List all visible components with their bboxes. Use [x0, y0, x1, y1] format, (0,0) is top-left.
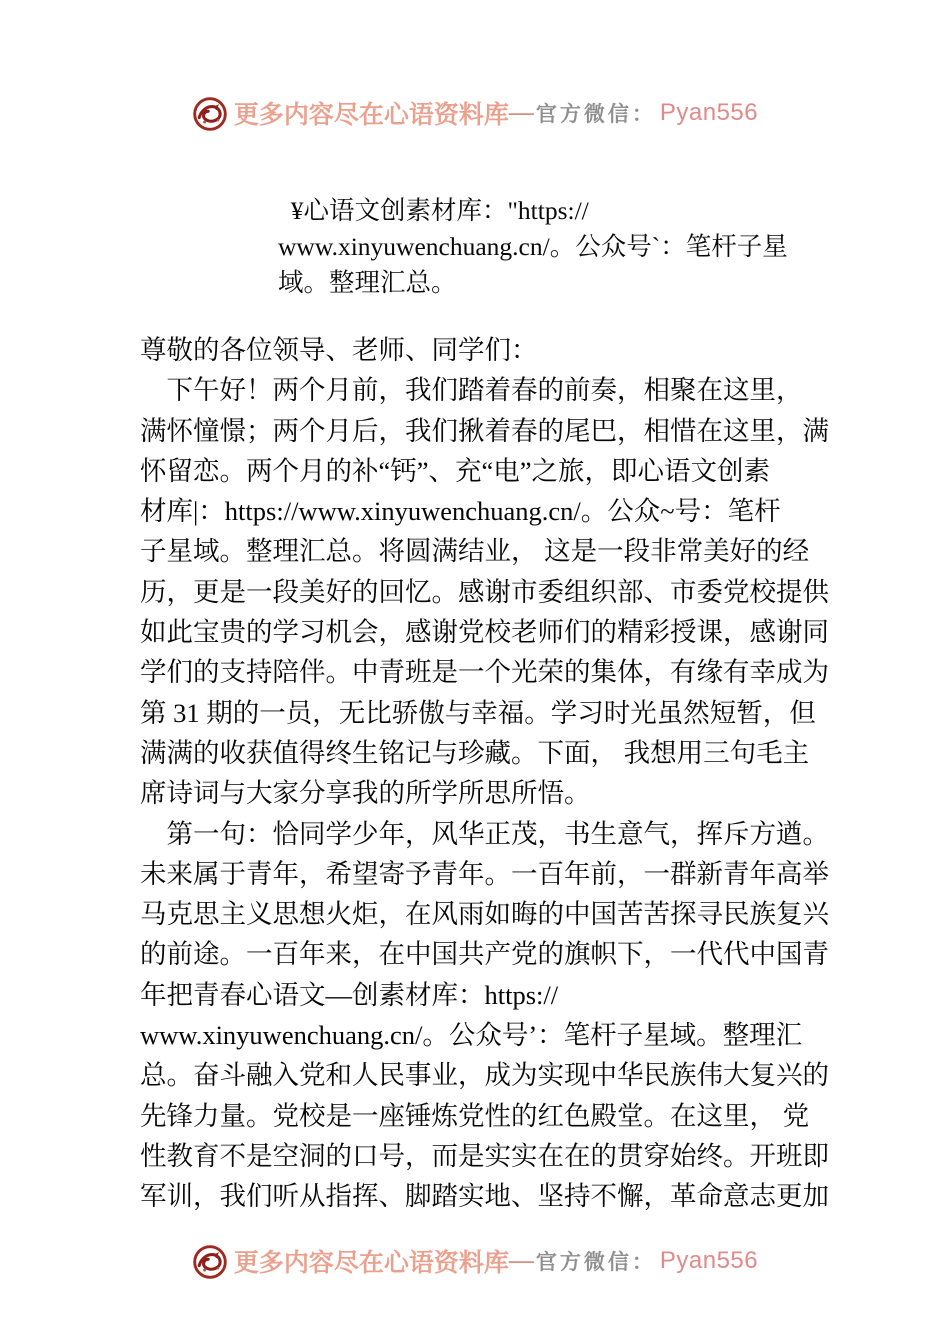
body-line: 满怀憧憬；两个月后，我们揪着春的尾巴，相惜在这里，满: [140, 415, 829, 446]
body-line: 满满的收获值得终生铭记与珍藏。下面， 我想用三句毛主: [140, 737, 810, 768]
banner-wechat-id: Pyan556: [659, 99, 759, 126]
document-body: [140, 330, 829, 1217]
body-line: www.xinyuwenchuang.cn/。公众号’：笔杆子星域。整理汇: [140, 1020, 803, 1051]
body-line: 下午好！两个月前，我们踏着春的前奏，相聚在这里，: [140, 375, 803, 406]
body-line: 第 31 期的一员，无比骄傲与幸福。学习时光虽然短暂，但: [140, 697, 816, 728]
body-line: 第一句：恰同学少年，风华正茂，书生意气，挥斥方遒。: [140, 818, 829, 849]
body-line: 马克思主义思想火炬，在风雨如晦的中国苦苦探寻民族复兴: [140, 899, 829, 930]
body-line: 未来属于青年，希望寄予青年。一百年前，一群新青年高举: [140, 858, 829, 889]
banner-subtitle: 官方微信：: [535, 1250, 656, 1274]
body-line: 年把青春心语文—创素材库：https://: [140, 979, 559, 1010]
banner-main-text: 更多内容尽在心语资料库: [233, 102, 509, 129]
header-note-block: [278, 193, 823, 301]
body-line: 学们的支持陪伴。中青班是一个光荣的集体，有缘有幸成为: [140, 657, 829, 688]
banner-dash: —: [508, 1247, 534, 1274]
body-line: 历，更是一段美好的回忆。感谢市委组织部、市委党校提供: [140, 576, 829, 607]
body-line: 子星域。整理汇总。将圆满结业， 这是一段非常美好的经: [140, 536, 810, 567]
body-line: 总。奋斗融入党和人民事业，成为实现中华民族伟大复兴的: [140, 1060, 829, 1091]
body-line: 性教育不是空洞的口号，而是实实在在的贯穿始终。开班即: [140, 1140, 829, 1171]
banner-subtitle: 官方微信：: [535, 102, 656, 126]
body-line: 怀留恋。两个月的补“钙”、充“电”之旅，即心语文创素: [140, 455, 771, 486]
body-line: 材库|：https://www.xinyuwenchuang.cn/。公众~号：笔杆: [140, 496, 781, 527]
watermark-banner-top: [0, 95, 950, 131]
header-note-line: www.xinyuwenchuang.cn/。公众号`：笔杆子星: [278, 232, 788, 261]
brand-swirl-logo-icon: [192, 1244, 228, 1280]
brand-swirl-logo-icon: [192, 96, 228, 132]
body-line: 如此宝贵的学习机会，感谢党校老师们的精彩授课，感谢同: [140, 617, 829, 648]
body-line: 的前途。一百年来，在中国共产党的旗帜下，一代代中国青: [140, 939, 829, 970]
banner-dash: —: [508, 99, 534, 126]
body-line: 先锋力量。党校是一座锤炼党性的红色殿堂。在这里， 党: [140, 1100, 810, 1131]
body-line: 席诗词与大家分享我的所学所思所悟。: [140, 778, 591, 809]
banner-main-text: 更多内容尽在心语资料库: [233, 1250, 509, 1277]
header-note-line: ¥心语文创素材库："https://: [278, 196, 589, 225]
banner-wechat-id: Pyan556: [659, 1247, 759, 1274]
watermark-banner-bottom: [0, 1243, 950, 1279]
header-note-line: 域。整理汇总。: [278, 268, 457, 297]
body-line: 军训，我们听从指挥、脚踏实地、坚持不懈，革命意志更加: [140, 1181, 829, 1212]
body-line: 尊敬的各位领导、老师、同学们：: [140, 335, 538, 365]
